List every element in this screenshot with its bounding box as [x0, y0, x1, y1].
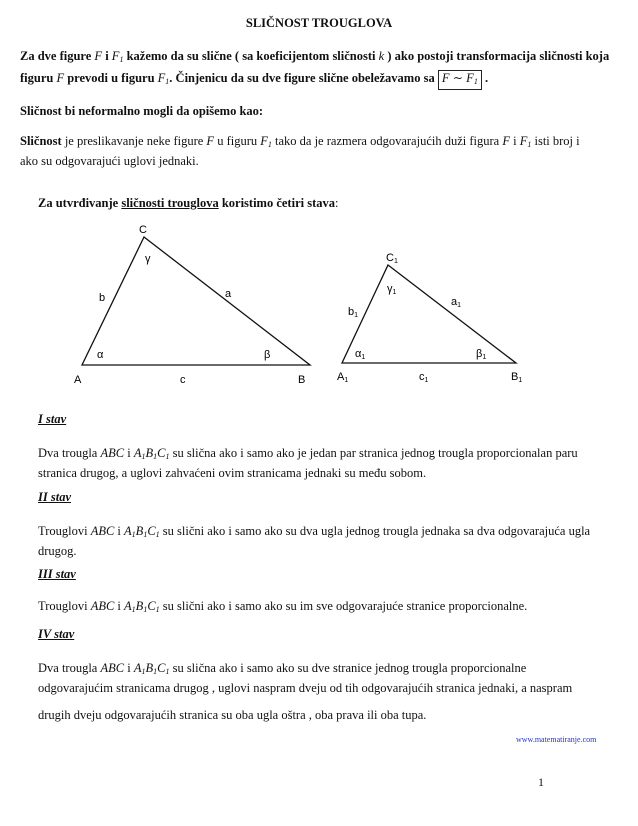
definition-text: tako da je razmera odgovarajućih duži figura [275, 134, 500, 148]
intro-text: figuru [20, 71, 54, 85]
vertex-B: B [298, 374, 306, 386]
stav3-heading: III stav [38, 567, 76, 581]
page-number: 1 [538, 775, 544, 789]
angle-alpha: α [97, 349, 104, 361]
definition-text: u figuru [217, 134, 258, 148]
stavovi-colon: : [335, 196, 339, 210]
triangle-abc-symbol: ABC [100, 446, 125, 460]
angle-beta: β [264, 349, 271, 361]
intro-line-1: Za dve figure F i $F_1$ kažemo da su slične ( sa koeficijentom sličnosti k ) ako postoji transformacija sličnosti koja [20, 49, 610, 64]
conjunction: i [117, 524, 121, 538]
conjunction: i [127, 661, 131, 675]
stavovi-text: Za utvrđivanje [38, 196, 119, 210]
triangle-a1b1c1-symbol: $A_1B_1C_1$ [133, 446, 170, 461]
side-b: b [99, 292, 106, 304]
angle-alpha1: α1 [355, 348, 366, 361]
side-c: c [180, 374, 186, 386]
triangle-abc [82, 237, 310, 365]
definition-line-1: Sličnost je preslikavanje neke figure F u figuru $F_1$ tako da je razmera odgovarajućih duži figura F i $F_1$ isti broj i [20, 134, 580, 149]
stav-text: su slična ako i samo ako je jedan par stranica jednog trougla proporcionalan paru [172, 446, 578, 460]
symbol-F: F [502, 134, 510, 148]
stav-text: Dva trougla [38, 446, 98, 460]
stav-text: Trouglovi [38, 524, 88, 538]
side-a1: a1 [451, 296, 462, 309]
intro-text: Za dve figure [20, 49, 92, 63]
vertex-C1: C1 [386, 252, 398, 265]
informal-heading: Sličnost bi neformalno mogli da opišemo kao: [20, 104, 264, 118]
website-link[interactable]: www.matematiranje.com [516, 735, 597, 744]
triangles-figure [0, 215, 638, 390]
side-a: a [225, 288, 232, 300]
definition-text: isti broj i [534, 134, 580, 148]
definition-term: Sličnost [20, 134, 62, 148]
side-b1: b1 [348, 306, 359, 319]
stavovi-intro [38, 193, 338, 213]
stav-text: su slična ako i samo ako su dve stranice jednog trougla proporcionalne [172, 661, 527, 675]
angle-gamma1: γ1 [387, 283, 397, 296]
stav-text: su slični ako i samo ako su dva ugla jednog trougla jednaka sa dva odgovarajuća ugla [162, 524, 591, 538]
page-title: SLIČNOST TROUGLOVA [245, 16, 393, 30]
vertex-C: C [139, 224, 147, 236]
stav-text: su slični ako i samo ako su im sve odgovarajuće stranice proporcionalne. [162, 599, 528, 613]
stav4-heading: IV stav [38, 627, 75, 641]
symbol-F: F [94, 49, 103, 63]
stav1-line-2: stranica drugog, a uglovi zahvaćeni ovim stranicama jednaki su među sobom. [38, 466, 427, 480]
vertex-B1: B1 [511, 371, 523, 384]
stav4-line-3: drugih dveju odgovarajućih stranica su oba ugla oštra , oba prava ili oba tupa. [38, 708, 427, 722]
triangle-abc-symbol: ABC [90, 524, 115, 538]
symbol-F1: F [111, 49, 120, 63]
stav2-line-2: drugog. [38, 544, 77, 558]
triangle-a1b1c1-symbol: $A_1B_1C_1$ [124, 524, 160, 539]
triangle-abc-symbol: ABC [100, 661, 125, 675]
angle-beta1: β1 [476, 348, 487, 361]
intro-line-2: figuru F prevodi u figuru $F_1$. Činjenicu da su dve figure slične obeležavamo sa F ∼ $F_1$ . [20, 68, 630, 92]
stav-text: Trouglovi [38, 599, 88, 613]
triangle-abc-symbol: ABC [90, 599, 115, 613]
conjunction: i [105, 49, 109, 63]
intro-text: kažemo da su slične ( sa koeficijentom sličnosti [126, 49, 376, 63]
stavovi-underlined: sličnosti trouglova [121, 196, 219, 210]
stav3-line-1 [38, 596, 608, 620]
intro-text: prevodi u figuru [67, 71, 155, 85]
symbol-F1: F [519, 134, 528, 148]
intro-end: . [484, 71, 489, 85]
conjunction: i [117, 599, 121, 613]
intro-text: ) ako postoji transformacija sličnosti koja [387, 49, 610, 63]
stav2-heading: II stav [38, 490, 71, 504]
stav2-line-1 [38, 521, 608, 545]
stav-text: Dva trougla [38, 661, 98, 675]
stav1-heading: I stav [38, 412, 67, 426]
triangle-a1b1c1 [342, 265, 516, 363]
vertex-A1: A1 [337, 371, 349, 384]
angle-gamma: γ [145, 253, 151, 265]
symbol-F: F [56, 71, 65, 85]
symbol-k: k [378, 49, 385, 63]
side-c1: c1 [419, 371, 429, 384]
vertex-A: A [74, 374, 82, 386]
intro-text: . Činjenicu da su dve figure slične obeležavamo sa [169, 71, 435, 85]
stavovi-text: koristimo četiri stava [221, 196, 335, 210]
symbol-F1: F [157, 71, 166, 85]
conjunction: i [513, 134, 517, 148]
triangle-a1b1c1-symbol: $A_1B_1C_1$ [133, 661, 170, 676]
conjunction: i [127, 446, 131, 460]
symbol-F1: F [260, 134, 268, 148]
symbol-F: F [206, 134, 215, 148]
definition-line-2: ako su odgovarajući uglovi jednaki. [20, 154, 199, 168]
stav4-line-2: odgovarajućim stranicama drugog , uglovi naspram dveju od tih odgovarajućih stranica jednaki, a naspram [38, 681, 573, 695]
similarity-notation: F ∼ $F_1$ [438, 70, 482, 90]
triangle-a1b1c1-symbol: $A_1B_1C_1$ [124, 599, 160, 614]
definition-text: je preslikavanje neke figure [64, 134, 204, 148]
